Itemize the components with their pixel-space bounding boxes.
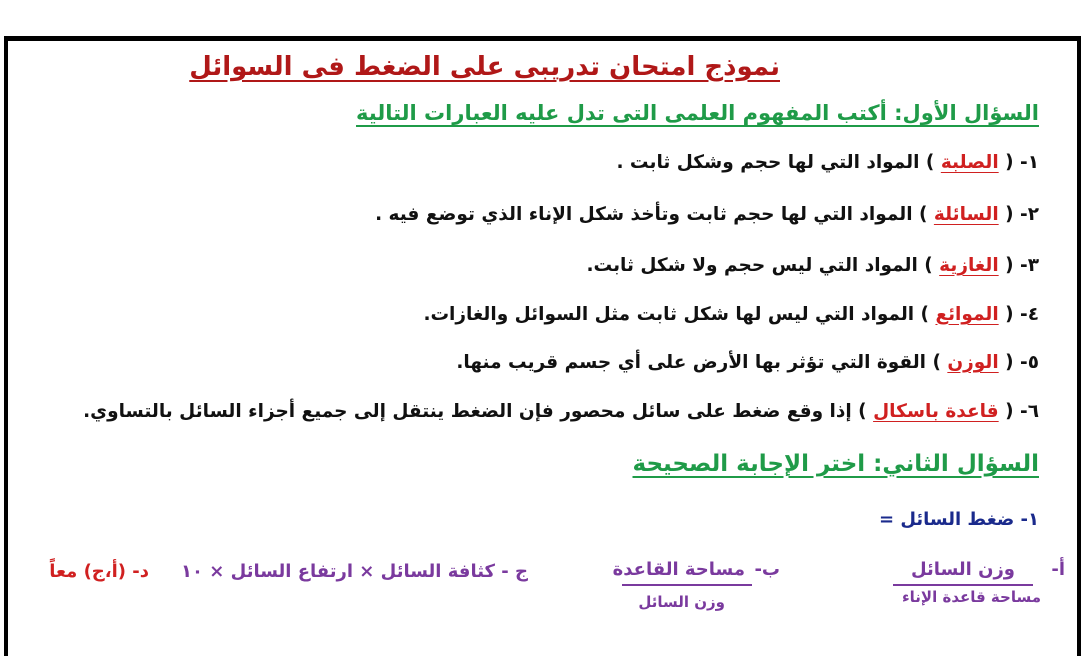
question-two-heading: السؤال الثاني: اختر الإجابة الصحيحة <box>632 451 1039 477</box>
option-d: د- (أ،ج) معاً <box>49 561 149 582</box>
item-number: ١- <box>1020 152 1039 173</box>
list-item: ٦- ( قاعدة باسكال ) إذا وقع ضغط على سائل محصور فإن الضغط ينتقل إلى جميع أجزاء السائل بالتساوي. <box>83 401 1039 422</box>
fraction-bar <box>893 584 1033 586</box>
list-item: ٥- ( الوزن ) القوة التي تؤثر بها الأرض على أي جسم قريب منها. <box>456 352 1039 373</box>
item-text: المواد التي ليس لها شكل ثابت مثل السوائل والغازات. <box>423 304 915 325</box>
question-prompt: ١- ضغط السائل = <box>878 509 1039 530</box>
item-answer: الغازية <box>939 255 999 276</box>
item-answer: قاعدة باسكال <box>873 401 999 422</box>
item-number: ٢- <box>1020 204 1039 225</box>
item-number: ٣- <box>1020 255 1039 276</box>
list-item: ٤- ( الموائع ) المواد التي ليس لها شكل ثابت مثل السوائل والغازات. <box>423 304 1039 325</box>
item-number: ٥- <box>1020 352 1039 373</box>
item-text: المواد التي لها حجم ثابت وتأخذ شكل الإناء الذي توضع فيه . <box>375 204 913 225</box>
item-text: المواد التي لها حجم وشكل ثابت . <box>616 152 920 173</box>
option-b-letter: ب- <box>754 559 780 580</box>
question-one-heading: السؤال الأول: أكتب المفهوم العلمى التى تدل عليه العبارات التالية <box>356 101 1039 125</box>
item-answer: الصلبة <box>940 152 999 173</box>
option-b-numerator: مساحة القاعدة <box>612 559 745 580</box>
option-c: ج - كثافة السائل × ارتفاع السائل × ١٠ <box>181 561 528 582</box>
item-text: المواد التي ليس حجم ولا شكل ثابت. <box>586 255 918 276</box>
item-text: القوة التي تؤثر بها الأرض على أي جسم قريب منها. <box>456 352 926 373</box>
list-item: ١- ( الصلبة ) المواد التي لها حجم وشكل ثابت . <box>616 152 1039 173</box>
option-a-numerator: وزن السائل <box>910 559 1015 580</box>
item-text: إذا وقع ضغط على سائل محصور فإن الضغط ينتقل إلى جميع أجزاء السائل بالتساوي. <box>83 401 852 422</box>
option-b-denominator: وزن السائل <box>638 593 725 611</box>
item-number: ٤- <box>1020 304 1039 325</box>
page-title: نموذج امتحان تدريبى على الضغط فى السوائل <box>189 52 780 82</box>
item-answer: الوزن <box>947 352 999 373</box>
fraction-bar <box>622 584 752 586</box>
option-a-letter: أ- <box>1051 559 1065 580</box>
item-number: ٦- <box>1020 401 1039 422</box>
list-item: ٣- ( الغازية ) المواد التي ليس حجم ولا شكل ثابت. <box>586 255 1039 276</box>
item-answer: السائلة <box>933 204 999 225</box>
list-item: ٢- ( السائلة ) المواد التي لها حجم ثابت وتأخذ شكل الإناء الذي توضع فيه . <box>375 204 1039 225</box>
option-a-denominator: مساحة قاعدة الإناء <box>902 588 1041 606</box>
item-answer: الموائع <box>935 304 999 325</box>
